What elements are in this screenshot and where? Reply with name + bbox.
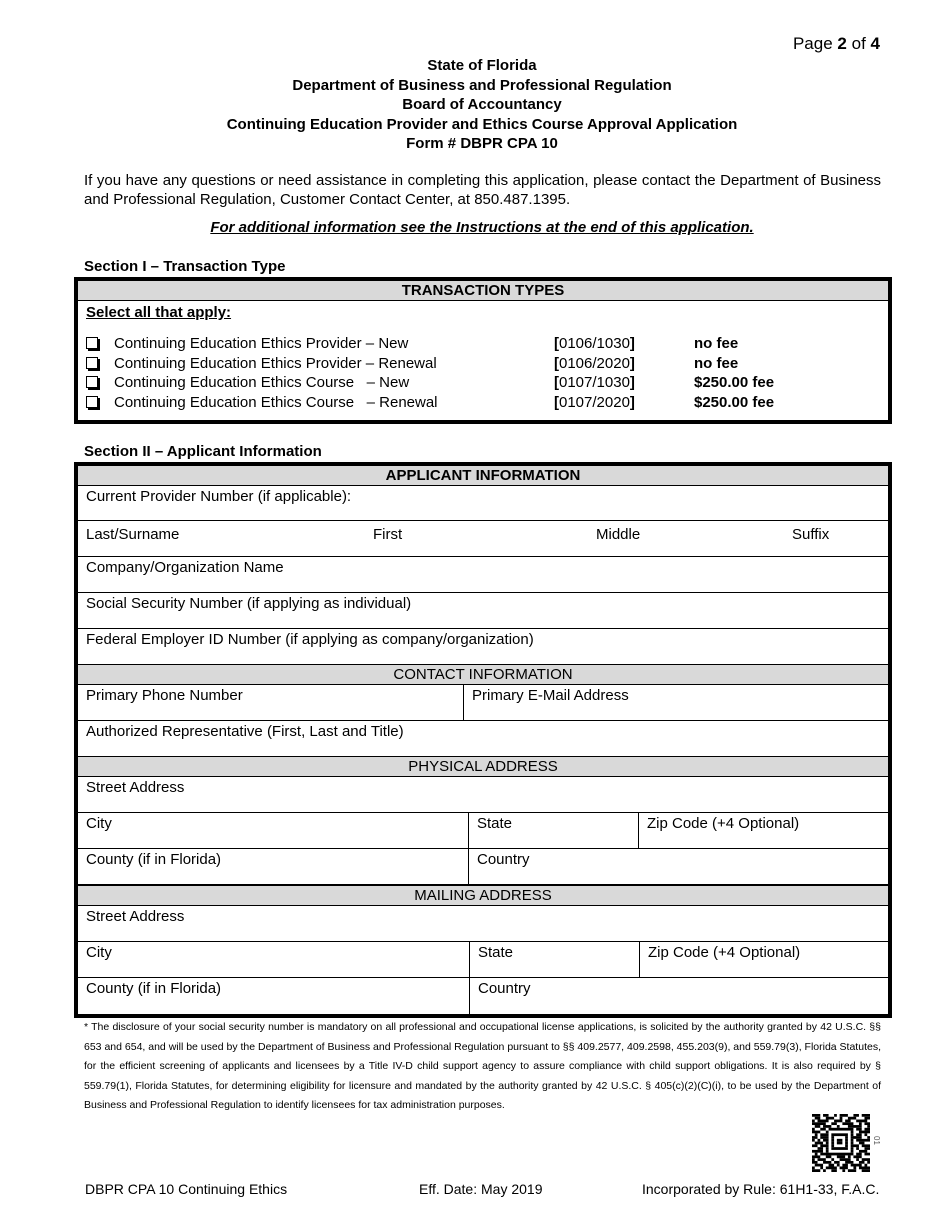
zip-field[interactable] xyxy=(639,942,888,977)
header-form-title: Continuing Education Provider and Ethics Course Approval Application xyxy=(226,115,738,133)
physical-county-row xyxy=(78,849,888,885)
contact-row xyxy=(78,685,888,721)
mailing-county-row xyxy=(78,978,888,1014)
physical-address-title: PHYSICAL ADDRESS xyxy=(78,757,888,777)
transaction-fee: no fee xyxy=(694,354,739,372)
mailing-street-field[interactable] xyxy=(78,906,888,942)
first-name-label: First xyxy=(373,526,403,543)
physical-city-row xyxy=(78,813,888,849)
transaction-label: Continuing Education Ethics Course – New xyxy=(114,374,410,391)
physical-street-field[interactable] xyxy=(78,777,888,813)
authorized-rep-label: Authorized Representative (First, Last and Title) xyxy=(86,723,404,740)
header-state: State of Florida xyxy=(427,57,537,74)
contact-information-title: CONTACT INFORMATION xyxy=(78,665,888,685)
provider-number-field[interactable] xyxy=(78,486,888,521)
transaction-code: [0107/1030] xyxy=(554,374,635,391)
email-label: Primary E-Mail Address xyxy=(472,687,629,704)
city-field[interactable] xyxy=(78,813,468,848)
transaction-option[interactable] xyxy=(78,334,888,354)
state-label: State xyxy=(478,944,514,961)
city-label: City xyxy=(86,944,112,961)
last-name-label: Last/Surname xyxy=(86,526,180,543)
transaction-types-title: TRANSACTION TYPES xyxy=(78,281,888,301)
country-label: Country xyxy=(478,980,531,997)
fein-label: Federal Employer ID Number (if applying as company/organization) xyxy=(86,631,534,648)
email-field[interactable] xyxy=(463,685,888,720)
state-field[interactable] xyxy=(469,942,639,977)
middle-name-label: Middle xyxy=(596,526,641,543)
county-label: County (if in Florida) xyxy=(86,851,222,868)
transaction-types-box xyxy=(74,277,892,424)
name-field[interactable] xyxy=(78,521,888,557)
applicant-information-title: APPLICANT INFORMATION xyxy=(78,466,888,486)
authorized-rep-field[interactable] xyxy=(78,721,888,757)
provider-number-label: Current Provider Number (if applicable): xyxy=(86,488,352,505)
state-label: State xyxy=(477,815,513,832)
phone-field[interactable] xyxy=(78,685,463,720)
fein-field[interactable] xyxy=(78,629,888,665)
section2-title: Section II – Applicant Information xyxy=(84,443,322,460)
footer-form-name: DBPR CPA 10 Continuing Ethics xyxy=(85,1181,288,1197)
zip-label: Zip Code (+4 Optional) xyxy=(647,815,800,832)
checkbox[interactable] xyxy=(86,357,98,369)
county-label: County (if in Florida) xyxy=(86,980,222,997)
mailing-city-row xyxy=(78,942,888,978)
footer-eff-date: Eff. Date: May 2019 xyxy=(419,1181,543,1197)
barcode-number: 01 xyxy=(871,1136,881,1145)
transaction-fee: $250.00 fee xyxy=(694,393,775,411)
applicant-information-box xyxy=(74,462,892,1018)
select-all-label: Select all that apply: xyxy=(86,304,232,321)
country-label: Country xyxy=(477,851,530,868)
transaction-code: [0107/2020] xyxy=(554,393,635,411)
header-board: Board of Accountancy xyxy=(402,96,562,113)
header-department: Department of Business and Professional Regulation xyxy=(292,76,672,94)
ssn-label: Social Security Number (if applying as individual) xyxy=(86,595,412,612)
country-field[interactable] xyxy=(468,849,888,884)
transaction-option[interactable] xyxy=(78,373,888,393)
transaction-label: Continuing Education Ethics Provider – New xyxy=(114,335,409,352)
transaction-fee: $250.00 fee xyxy=(694,374,775,391)
checkbox[interactable] xyxy=(86,396,98,408)
state-field[interactable] xyxy=(468,813,638,848)
checkbox[interactable] xyxy=(86,376,98,388)
transaction-code: [0106/1030] xyxy=(554,335,635,352)
ssn-field[interactable] xyxy=(78,593,888,629)
zip-field[interactable] xyxy=(638,813,888,848)
city-field[interactable] xyxy=(78,942,469,977)
form-header xyxy=(0,56,950,154)
company-name-label: Company/Organization Name xyxy=(86,559,284,576)
transaction-label: Continuing Education Ethics Provider – Renewal xyxy=(114,354,437,372)
footer-rule: Incorporated by Rule: 61H1-33, F.A.C. xyxy=(642,1181,880,1197)
checkbox[interactable] xyxy=(86,337,98,349)
city-label: City xyxy=(86,815,112,832)
transaction-code: [0106/2020] xyxy=(554,354,635,372)
intro-paragraph: If you have any questions or need assistance in completing this application, please contact the Department of Business and Professional Regulation, Customer Contact Center, at 850.487.1395. xyxy=(84,172,881,208)
transaction-label: Continuing Education Ethics Course – Renewal xyxy=(114,393,438,411)
transaction-option[interactable] xyxy=(78,354,888,374)
header-form-number: Form # DBPR CPA 10 xyxy=(406,135,558,152)
mailing-address-title: MAILING ADDRESS xyxy=(78,885,888,906)
county-field[interactable] xyxy=(78,978,469,1014)
country-field[interactable] xyxy=(469,978,888,1014)
zip-label: Zip Code (+4 Optional) xyxy=(648,944,801,961)
page-number: Page 2 of 4 xyxy=(792,34,880,53)
ssn-disclosure-footnote: * The disclosure of your social security number is mandatory on all professional and occupational license applications, is solicited by the authority granted by 42 U.S.C. §§ 653 and 654, and will be used by the Department of Business and Professional Regulation pursuant to §§ 409.2577, 409.2598, 455.203(9), and 559.79(3), Florida Statutes, for the efficient screening of applicants and licensees by a Title IV-D child support agency to assure compliance with child support obligations. It is also required by § 559.79(1), Florida Statutes, for determining eligibility for licensure and mandated by the authority granted by 42 U.S.C. § 405(c)(2)(C)(i), to be used by the Department of Business and Professional Regulation to identify licensees for tax administration purposes. xyxy=(84,1021,881,1111)
company-name-field[interactable] xyxy=(78,557,888,593)
transaction-option[interactable] xyxy=(78,393,888,413)
section1-title: Section I – Transaction Type xyxy=(84,258,286,275)
suffix-label: Suffix xyxy=(792,526,830,543)
county-field[interactable] xyxy=(78,849,468,884)
qr-code-icon xyxy=(812,1114,870,1172)
phone-label: Primary Phone Number xyxy=(86,687,243,704)
street-address-label: Street Address xyxy=(86,779,185,796)
instructions-note: For additional information see the Instructions at the end of this application. xyxy=(210,219,754,236)
street-address-label: Street Address xyxy=(86,908,185,925)
transaction-fee: no fee xyxy=(694,335,739,352)
